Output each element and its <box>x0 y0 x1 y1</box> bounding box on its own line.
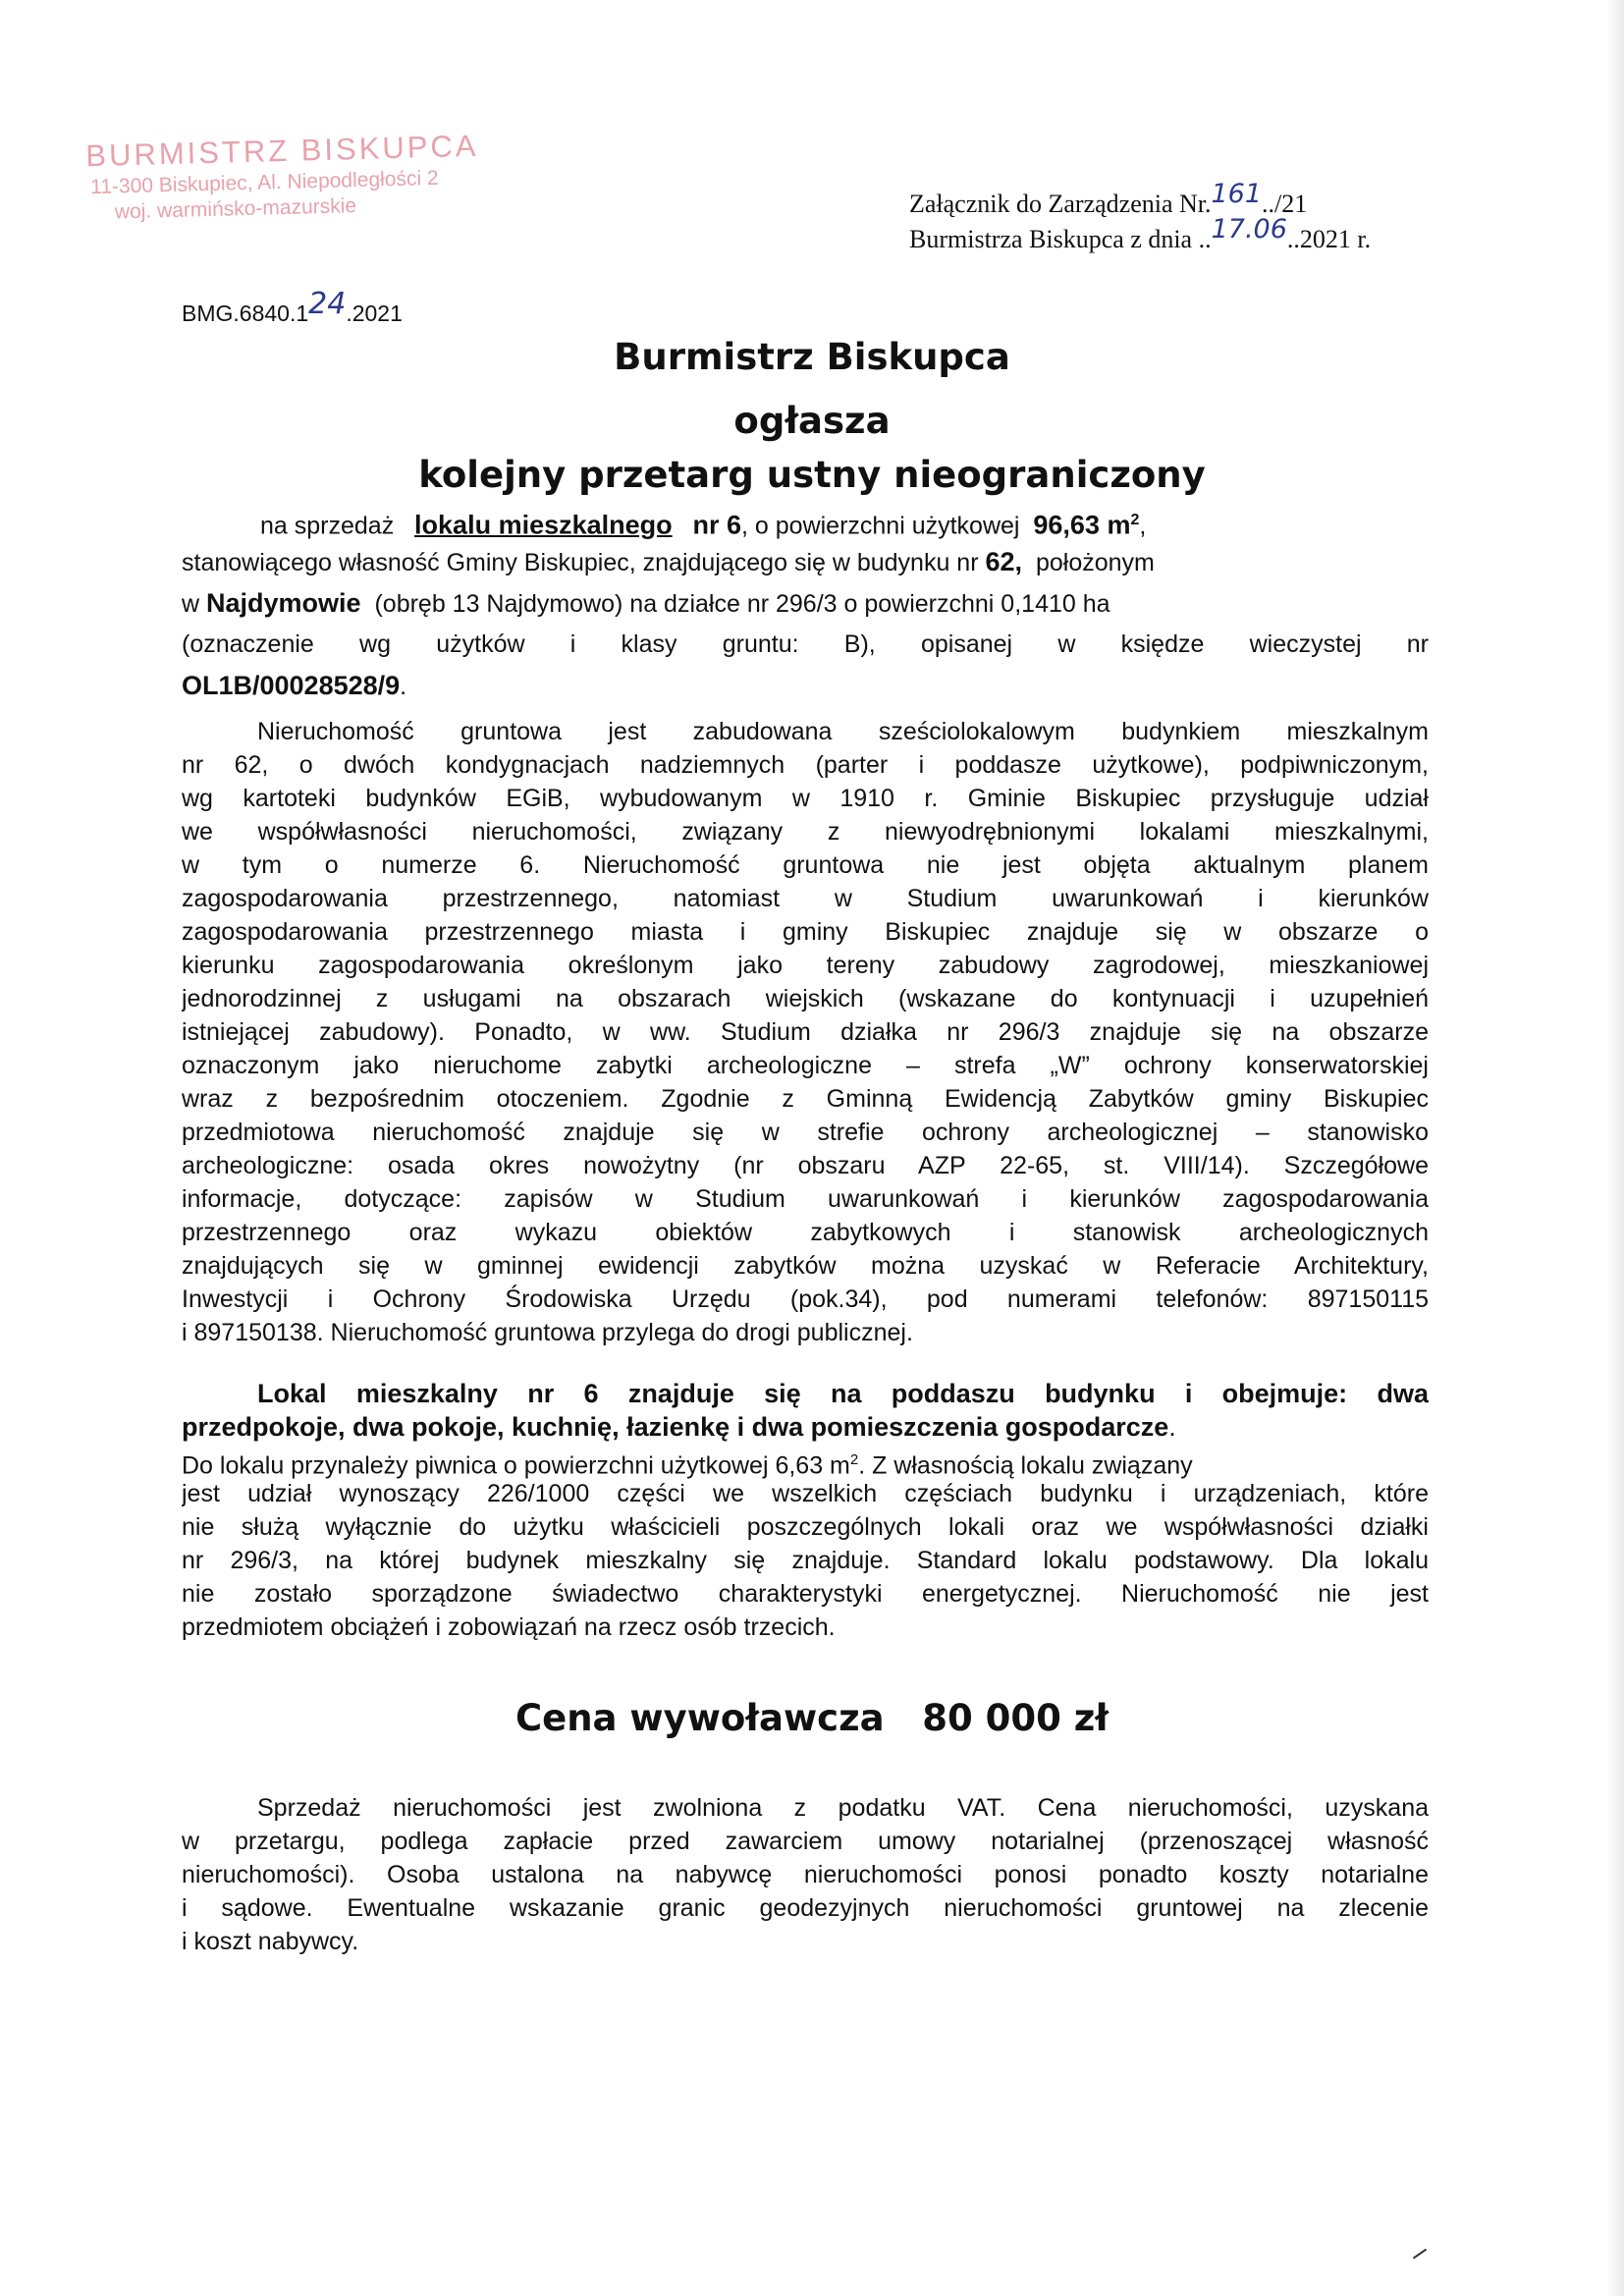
paragraph-line: (oznaczenie wg użytków i klasy gruntu: B), opisanej w księdze wieczystej nr <box>182 630 1429 658</box>
handwritten-ref: 24 <box>308 287 347 321</box>
paragraph-line: w tym o numerze 6. Nieruchomość gruntowa nie jest objęta aktualnym planem <box>182 851 1429 879</box>
paragraph-line: zagospodarowania przestrzennego, natomiast w Studium uwarunkowań i kierunków <box>182 885 1429 912</box>
paragraph-line: Nieruchomość gruntowa jest zabudowana sześciolokalowym budynkiem mieszkalnym <box>257 718 1429 745</box>
attachment-note <box>909 179 1372 257</box>
handwritten-number: 161 <box>1211 179 1263 209</box>
official-stamp <box>85 129 480 225</box>
stamp-address: 11-300 Biskupiec, Al. Niepodległości 2 <box>89 166 439 199</box>
paragraph-line: przedmiotowa nieruchomość znajduje się w strefie ochrony archeologicznej – stanowisko <box>182 1119 1429 1146</box>
paragraph-line: nie służą wyłącznie do użytku właścicieli poszczególnych lokali oraz we współwłasności działki <box>182 1513 1429 1541</box>
paragraph-line: na sprzedaż lokalu mieszkalnego nr 6, o powierzchni użytkowej 96,63 $m^2$, <box>260 510 1147 540</box>
paragraph-line: we współwłasności nieruchomości, związany z niewyodrębnionymi lokalami mieszkalnymi, <box>182 818 1429 846</box>
paragraph-line: i 897150138. Nieruchomość gruntowa przylega do drogi publicznej. <box>182 1319 913 1346</box>
paragraph-line: przestrzennego oraz wykazu obiektów zabytkowych i stanowisk archeologicznych <box>182 1219 1429 1246</box>
heading-announces: ogłasza <box>733 400 891 442</box>
paragraph-line: oznaczonym jako nieruchome zabytki archeologiczne – strefa „W” ochrony konserwatorskiej <box>182 1052 1429 1079</box>
reference-number: BMG.6840.124.2021 <box>182 287 403 326</box>
paragraph-line: Lokal mieszkalny nr 6 znajduje się na poddaszu budynku i obejmuje: dwa <box>257 1379 1429 1408</box>
paragraph-line: informacje, dotyczące: zapisów w Studium uwarunkowań i kierunków zagospodarowania <box>182 1185 1429 1213</box>
paragraph-apartment <box>182 1377 1429 1644</box>
paragraph-line: w przetargu, podlega zapłacie przed zawarciem umowy notarialnej (przenoszącej własność <box>182 1828 1429 1855</box>
starting-price <box>0 1697 1624 1739</box>
paragraph-line: nie zostało sporządzone świadectwo charakterystyki energetycznej. Nieruchomość nie jest <box>182 1580 1429 1608</box>
paragraph-line: i sądowe. Ewentualne wskazanie granic geodezyjnych nieruchomości gruntowej na zlecenie <box>182 1894 1429 1922</box>
paragraph-line: kierunku zagospodarowania określonym jako tereny zabudowy zagrodowej, mieszkaniowej <box>182 952 1429 979</box>
paragraph-line: Inwestycji i Ochrony Środowiska Urzędu (pok.34), pod numerami telefonów: 897150115 <box>182 1285 1429 1313</box>
paragraph-line: nr 296/3, na której budynek mieszkalny się znajduje. Standard lokalu podstawowy. Dla lokalu <box>182 1547 1429 1574</box>
paragraph-line: wg kartoteki budynków EGiB, wybudowanym w 1910 r. Gminie Biskupiec przysługuje udział <box>182 785 1429 812</box>
paragraph-line: znajdujących się w gminnej ewidencji zabytków można uzyskać w Referacie Architektury, <box>182 1252 1429 1280</box>
heading-tender-type: kolejny przetarg ustny nieograniczony <box>418 454 1206 496</box>
paragraph-line: przedpokoje, dwa pokoje, kuchnię, łazienkę i dwa pomieszczenia gospodarcze. <box>182 1412 1176 1442</box>
paragraph-line: istniejącej zabudowy). Ponadto, w ww. Studium działka nr 296/3 znajduje się na obszarze <box>182 1018 1429 1046</box>
paragraph-line: Sprzedaż nieruchomości jest zwolniona z podatku VAT. Cena nieruchomości, uzyskana <box>257 1794 1429 1822</box>
attachment-line-2: Burmistrza Biskupca z dnia ..17.06..2021 r. <box>909 214 1372 253</box>
handwritten-date: 17.06 <box>1211 214 1287 245</box>
heading-authority: Burmistrz Biskupca <box>614 336 1010 378</box>
attachment-line-1: Załącznik do Zarządzenia Nr.161../21 <box>909 179 1308 218</box>
paragraph-line: jednorodzinnej z usługami na obszarach wiejskich (wskazane do kontynuacji i uzupełnień <box>182 985 1429 1012</box>
paragraph-line: przedmiotem obciążeń i zobowiązań na rzecz osób trzecich. <box>182 1613 836 1641</box>
paragraph-line: stanowiącego własność Gminy Biskupiec, znajdującego się w budynku nr 62, położonym <box>182 547 1155 576</box>
stamp-region: woj. warmińsko-mazurskie <box>114 194 357 224</box>
paragraph-line: nieruchomości). Osoba ustalona na nabywcę nieruchomości ponosi ponadto koszty notarialne <box>182 1861 1429 1888</box>
paragraph-terms <box>182 1791 1429 1958</box>
price-value: 80 000 zł <box>922 1697 1110 1739</box>
scan-mark <box>1413 2249 1427 2260</box>
paragraph-line: OL1B/00028528/9. <box>182 671 407 700</box>
paragraph-line: nr 62, o dwóch kondygnacjach nadziemnych (parter i poddasze użytkowe), podpiwniczonym, <box>182 751 1429 779</box>
price-label: Cena wywoławcza <box>514 1697 885 1739</box>
paragraph-line: zagospodarowania przestrzennego miasta i gminy Biskupiec znajduje się w obszarze o <box>182 918 1429 946</box>
paragraph-line: w Najdymowie (obręb 13 Najdymowo) na działce nr 296/3 o powierzchni 0,1410 ha <box>182 588 1110 618</box>
paragraph-line: Do lokalu przynależy piwnica o powierzchni użytkowej 6,63 $m^2$. Z własnością lokalu związany <box>182 1451 1193 1480</box>
paragraph-subject <box>182 504 1429 702</box>
paragraph-property <box>182 715 1429 1349</box>
paragraph-line: i koszt nabywcy. <box>182 1928 359 1955</box>
stamp-title: BURMISTRZ BISKUPCA <box>84 128 479 174</box>
paragraph-line: wraz z bezpośrednim otoczeniem. Zgodnie z Gminną Ewidencją Zabytków gminy Biskupiec <box>182 1085 1429 1113</box>
paragraph-line: archeologiczne: osada okres nowożytny (nr obszaru AZP 22-65, st. VIII/14). Szczegółowe <box>182 1152 1429 1179</box>
paragraph-line: jest udział wynoszący 226/1000 części we wszelkich częściach budynku i urządzeniach, które <box>182 1480 1429 1507</box>
